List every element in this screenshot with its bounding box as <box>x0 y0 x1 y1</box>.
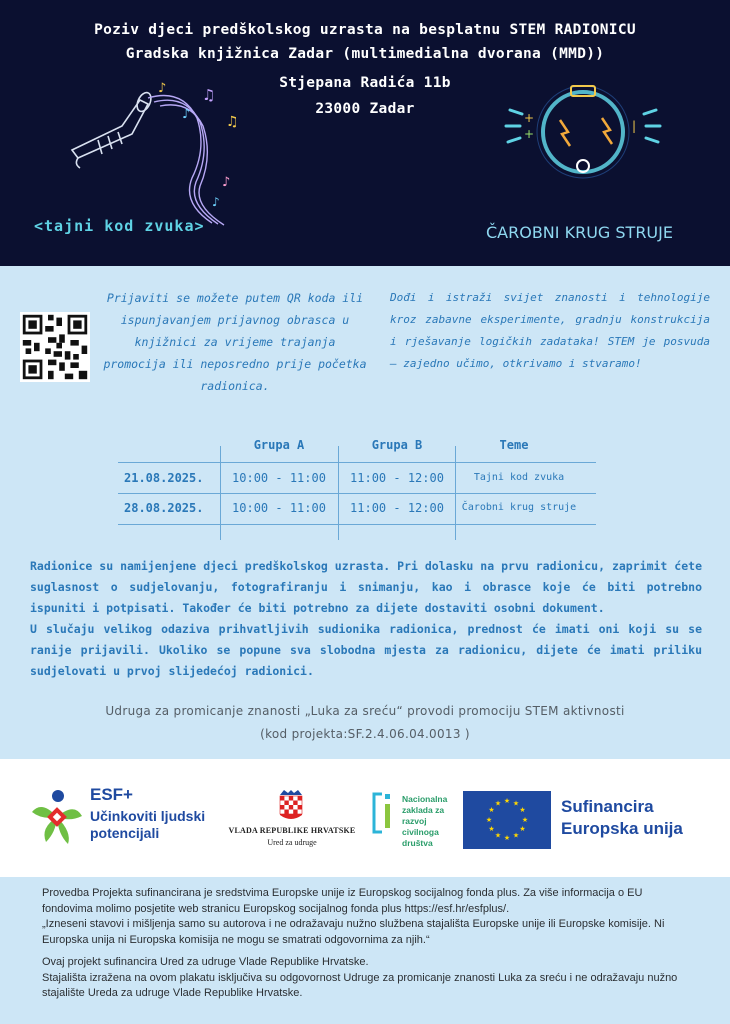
project-code: (kod projekta:SF.2.4.06.04.0013 ) <box>260 727 470 741</box>
footer-paragraph-4: Stajališta izražena na ovom plakatu isključiva su odgovornost Udruge za promicanje znanosti Luka za sreću i ne odražavaju nužno stajalište Ureda za udruge Vlade Republike Hrvatske. <box>42 971 678 999</box>
header-line-1: Poziv djeci predškolskog uzrasta na besplatnu STEM RADIONICU <box>94 22 636 38</box>
row-2-theme: Čarobni krug struje <box>461 502 577 513</box>
horn-music-icon <box>62 78 252 228</box>
foundation-bracket-logo-icon <box>370 790 400 836</box>
stem-description: Dođi i istraži svijet znanosti i tehnologije kroz zabavne eksperimente, gradnju konstrukcija i rješavanje logičkih zadataka! STEM je posvuda – zajedno učimo, otkrivamo i stvaramo! <box>390 291 710 370</box>
svg-text:★: ★ <box>494 799 502 808</box>
row-1-date: 21.08.2025. <box>124 471 204 485</box>
lightbulb-circuit-icon <box>498 82 668 202</box>
promo-line: Udruga za promicanje znanosti „Luka za sreću“ provodi promociju STEM aktivnosti <box>105 704 625 718</box>
table-divider <box>118 524 596 525</box>
table-divider <box>118 493 596 494</box>
header-banner <box>0 0 730 266</box>
row-2-date: 28.08.2025. <box>124 501 204 515</box>
esf-title: ESF+ <box>90 785 133 804</box>
header-line-3: Stjepana Radića 11b <box>279 75 451 91</box>
svg-text:+: + <box>524 127 535 141</box>
row-1-theme: Tajni kod zvuka <box>473 472 565 483</box>
eu-flag-icon <box>463 791 551 849</box>
svg-text:★: ★ <box>519 825 526 833</box>
esf-subtitle: Učinkoviti ljudski potencijali <box>90 808 206 841</box>
header-line-4: 23000 Zadar <box>315 101 415 117</box>
eu-line-1: Sufinancira <box>561 797 654 816</box>
details-paragraph-2: U slučaju velikog odaziva prihvatljivih sudionika radionica, prednost će imati oni koji su se ranije prijavili. Ukoliko se popune sva slobodna mjesta za radionicu, dijete će imati priliku sudjelovati u prvoj slijedećoj radionici. <box>30 622 702 678</box>
svg-text:♪: ♪ <box>222 175 231 190</box>
qr-code[interactable] <box>20 312 90 382</box>
registration-info: Prijaviti se možete putem QR koda ili ispunjavanjem prijavnog obrasca u knjižnici za vrijeme trajanja promocija ili neposredno prije početka radionica. <box>103 291 367 393</box>
svg-text:★: ★ <box>494 831 502 840</box>
workshop-details <box>30 556 702 682</box>
svg-text:★: ★ <box>488 806 495 814</box>
svg-text:★: ★ <box>519 806 526 814</box>
svg-text:★: ★ <box>488 825 495 833</box>
svg-text:♫: ♫ <box>202 86 216 104</box>
svg-text:★: ★ <box>503 797 511 805</box>
svg-text:★: ★ <box>512 799 520 808</box>
svg-text:♫: ♫ <box>226 114 239 130</box>
row-1-group-b: 11:00 - 12:00 <box>350 471 444 485</box>
header-line-2: Gradska knjižnica Zadar (multimedialna dvorana (MMD)) <box>125 46 605 62</box>
footer-text <box>42 886 692 1002</box>
government-office: Ured za udruge <box>267 838 317 847</box>
eu-cofinanced-label <box>561 796 683 840</box>
table-divider <box>118 462 596 463</box>
svg-text:★: ★ <box>485 816 493 824</box>
workshop-title-circuit: ČAROBNI KRUG STRUJE <box>486 223 673 242</box>
eu-line-2: Europska unija <box>561 819 683 838</box>
header-themes: Teme <box>499 438 529 452</box>
svg-text:♪: ♪ <box>212 195 220 209</box>
svg-text:★: ★ <box>521 816 529 824</box>
row-2-group-b: 11:00 - 12:00 <box>350 501 444 515</box>
svg-text:♪: ♪ <box>158 81 167 96</box>
esf-flower-logo-icon <box>28 788 86 846</box>
svg-text:♪: ♪ <box>182 107 191 122</box>
croatian-coat-of-arms-icon <box>279 789 303 823</box>
row-1-group-a: 10:00 - 11:00 <box>232 471 326 485</box>
svg-text:★: ★ <box>503 834 511 842</box>
foundation-name: Nacionalna zaklada za razvoj civilnoga društva <box>402 794 448 848</box>
government-name: VLADA REPUBLIKE HRVATSKE <box>228 826 356 835</box>
svg-text:|: | <box>632 119 637 133</box>
svg-text:+: + <box>524 111 535 125</box>
footer-paragraph-1: Provedba Projekta sufinancirana je sredstvima Europske unije iz Europskog socijalnog fonda plus. Za više informacija o EU fondovima molimo posjetite web stranicu Europskog socijalnog fonda plus https://esf.hr/esfplus/. <box>42 887 643 915</box>
header-group-b: Grupa B <box>371 438 423 452</box>
row-2-group-a: 10:00 - 11:00 <box>232 501 326 515</box>
footer-paragraph-2: „Izneseni stavovi i mišljenja samo su autorova i ne odražavaju nužno službena stajališta Europske unije ili Europske komisije. Ni Europska unija ni Europska komisija ne mogu se smatrati odgovornima za njih.“ <box>42 918 665 946</box>
svg-text:★: ★ <box>512 831 520 840</box>
header-group-a: Grupa A <box>253 438 305 452</box>
workshop-title-sound: <tajni kod zvuka> <box>34 217 205 235</box>
footer-paragraph-3: Ovaj projekt sufinancira Ured za udruge Vlade Republike Hrvatske. <box>42 956 369 968</box>
details-paragraph-1: Radionice su namijenjene djeci predškolskog uzrasta. Pri dolasku na prvu radionicu, zaprimit ćete suglasnost o sudjelovanju, fotografiranju i snimanju, kao i obrasce koje će biti potrebno ispuniti i potpisati. Također će biti potrebno za dijete dostaviti osobni dokument. <box>30 559 702 615</box>
